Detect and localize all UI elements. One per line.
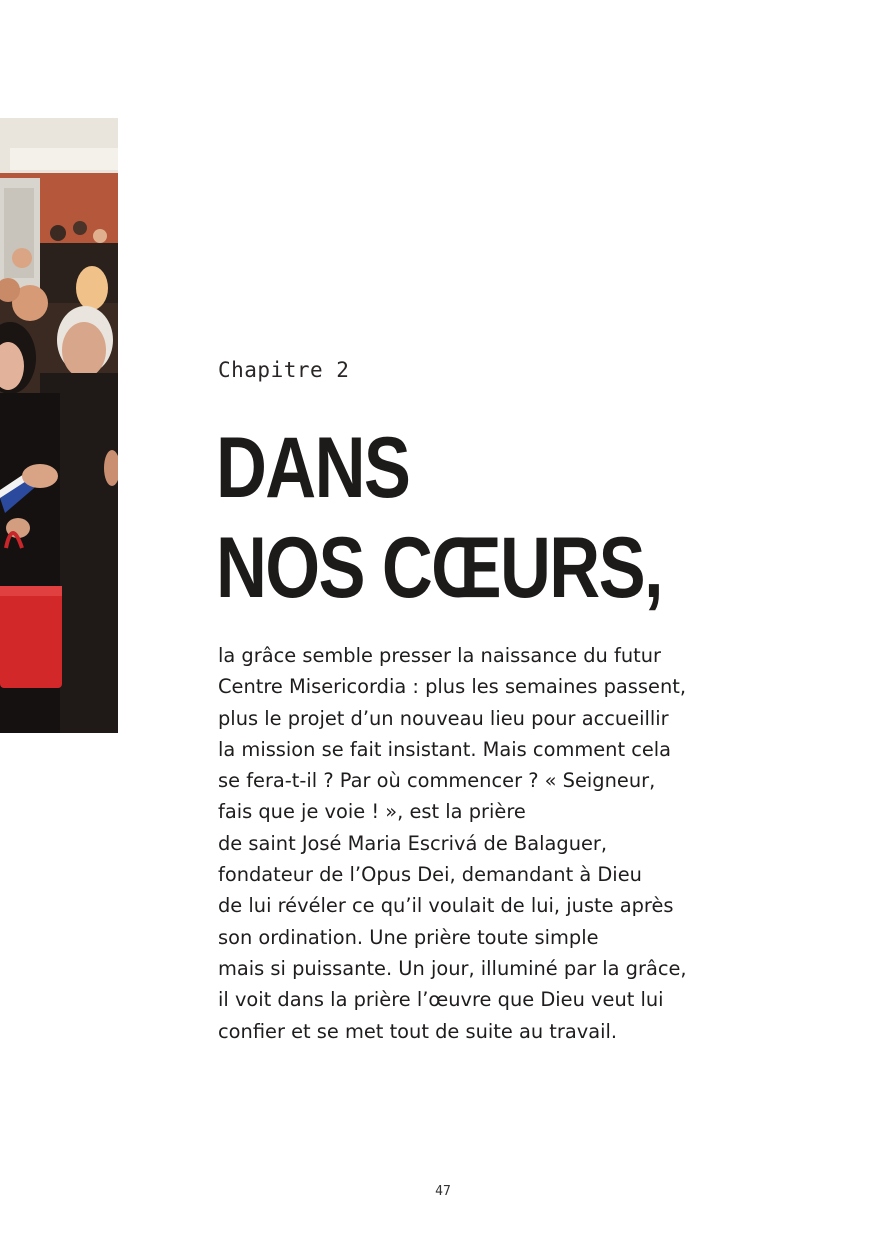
page-number: 47 bbox=[435, 1184, 451, 1199]
title-line: DANS bbox=[216, 420, 410, 516]
body-line: son ordination. Une prière toute simple bbox=[218, 925, 599, 949]
body-line: de saint José Maria Escrivá de Balaguer, bbox=[218, 831, 608, 855]
body-line: la mission se fait insistant. Mais comment cela bbox=[218, 737, 672, 761]
crowd-photo bbox=[0, 118, 118, 733]
title-line: NOS CŒURS, bbox=[216, 520, 662, 616]
body-line: de lui révéler ce qu’il voulait de lui, juste après bbox=[218, 894, 674, 918]
body-line: plus le projet d’un nouveau lieu pour accueillir bbox=[218, 706, 669, 730]
body-line: fondateur de l’Opus Dei, demandant à Dieu bbox=[218, 863, 642, 887]
chapter-label: Chapitre 2 bbox=[218, 358, 350, 382]
body-line: il voit dans la prière l’œuvre que Dieu veut lui bbox=[218, 988, 664, 1012]
body-line: confier et se met tout de suite au travail. bbox=[218, 1019, 618, 1043]
body-line: la grâce semble presser la naissance du futur bbox=[218, 644, 661, 667]
body-line: fais que je voie ! », est la prière bbox=[218, 800, 526, 824]
body-line: Centre Misericordia : plus les semaines passent, bbox=[218, 675, 686, 699]
body-paragraph bbox=[218, 640, 758, 1047]
body-line: mais si puissante. Un jour, illuminé par la grâce, bbox=[218, 956, 687, 980]
chapter-title bbox=[216, 418, 662, 618]
body-line: se fera-t-il ? Par où commencer ? « Seigneur, bbox=[218, 769, 656, 793]
